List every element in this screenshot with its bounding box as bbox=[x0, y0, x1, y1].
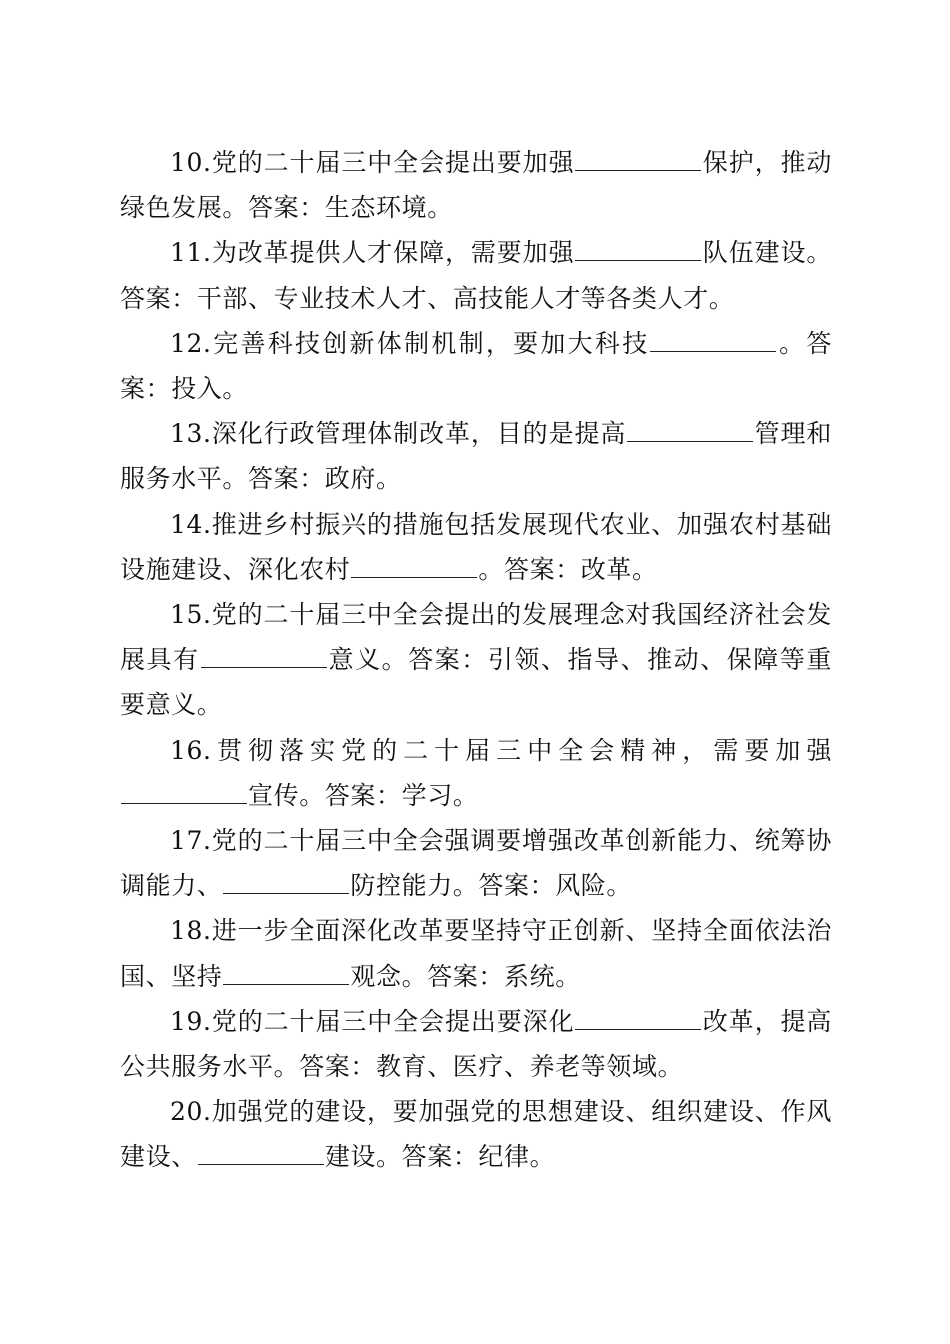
document-page bbox=[120, 140, 832, 1180]
question-text: 管理和服务水平。答案：政府。 bbox=[120, 419, 832, 494]
answer-blank bbox=[223, 983, 349, 985]
question-13 bbox=[120, 411, 832, 501]
question-text: 11.为改革提供人才保障，需要加强 bbox=[170, 238, 575, 268]
question-text: 。答案：改革。 bbox=[478, 554, 658, 584]
question-text: 观念。答案：系统。 bbox=[350, 961, 581, 991]
question-10 bbox=[120, 140, 832, 230]
answer-blank bbox=[575, 259, 701, 261]
question-text: 20.加强党的建设，要加强党的思想建设、组织建设、作风建设、 bbox=[120, 1097, 832, 1172]
answer-blank bbox=[575, 169, 701, 171]
question-text: 12.完善科技创新体制机制，要加大科技 bbox=[170, 328, 650, 358]
answer-blank bbox=[198, 1163, 324, 1165]
answer-blank bbox=[223, 892, 349, 894]
question-20 bbox=[120, 1089, 832, 1179]
answer-blank bbox=[351, 576, 477, 578]
answer-blank bbox=[575, 1028, 701, 1030]
question-text: 14.推进乡村振兴的措施包括发展现代农业、加强农村基础设施建设、深化农村 bbox=[120, 509, 832, 584]
answer-blank bbox=[201, 666, 327, 668]
question-text: 10.党的二十届三中全会提出要加强 bbox=[170, 148, 575, 177]
question-18 bbox=[120, 908, 832, 998]
question-text: 宣传。答案：学习。 bbox=[248, 780, 479, 810]
answer-blank bbox=[121, 802, 247, 804]
question-text: 17.党的二十届三中全会强调要增强改革创新能力、统筹协调能力、 bbox=[120, 826, 832, 901]
question-19 bbox=[120, 999, 832, 1089]
question-text: 16.贯彻落实党的二十届三中全会精神，需要加强 bbox=[170, 735, 832, 765]
answer-blank bbox=[650, 350, 776, 352]
question-14 bbox=[120, 502, 832, 592]
question-16 bbox=[120, 728, 832, 818]
question-text: 15.党的二十届三中全会提出的发展理念对我国经济社会发展具有 bbox=[120, 600, 832, 675]
question-17 bbox=[120, 818, 832, 908]
question-text: 意义。答案：引领、指导、推动、保障等重要意义。 bbox=[120, 645, 832, 720]
answer-blank bbox=[627, 440, 753, 442]
question-text: 建设。答案：纪律。 bbox=[324, 1142, 556, 1172]
question-text: 防控能力。答案：风险。 bbox=[350, 871, 633, 901]
question-text: 队伍建设。答案：干部、专业技术人才、高技能人才等各类人才。 bbox=[120, 238, 832, 313]
question-text: 改革，提高公共服务水平。答案：教育、医疗、养老等领域。 bbox=[120, 1006, 832, 1082]
question-text: 13.深化行政管理体制改革，目的是提高 bbox=[170, 419, 627, 449]
question-11 bbox=[120, 230, 832, 320]
question-15 bbox=[120, 592, 832, 728]
question-text: 18.进一步全面深化改革要坚持守正创新、坚持全面依法治国、坚持 bbox=[120, 916, 832, 991]
question-text: 。答案：投入。 bbox=[120, 328, 832, 404]
question-text: 保护，推动绿色发展。答案：生态环境。 bbox=[120, 148, 832, 223]
question-12 bbox=[120, 321, 832, 411]
question-text: 19.党的二十届三中全会提出要深化 bbox=[170, 1006, 575, 1036]
